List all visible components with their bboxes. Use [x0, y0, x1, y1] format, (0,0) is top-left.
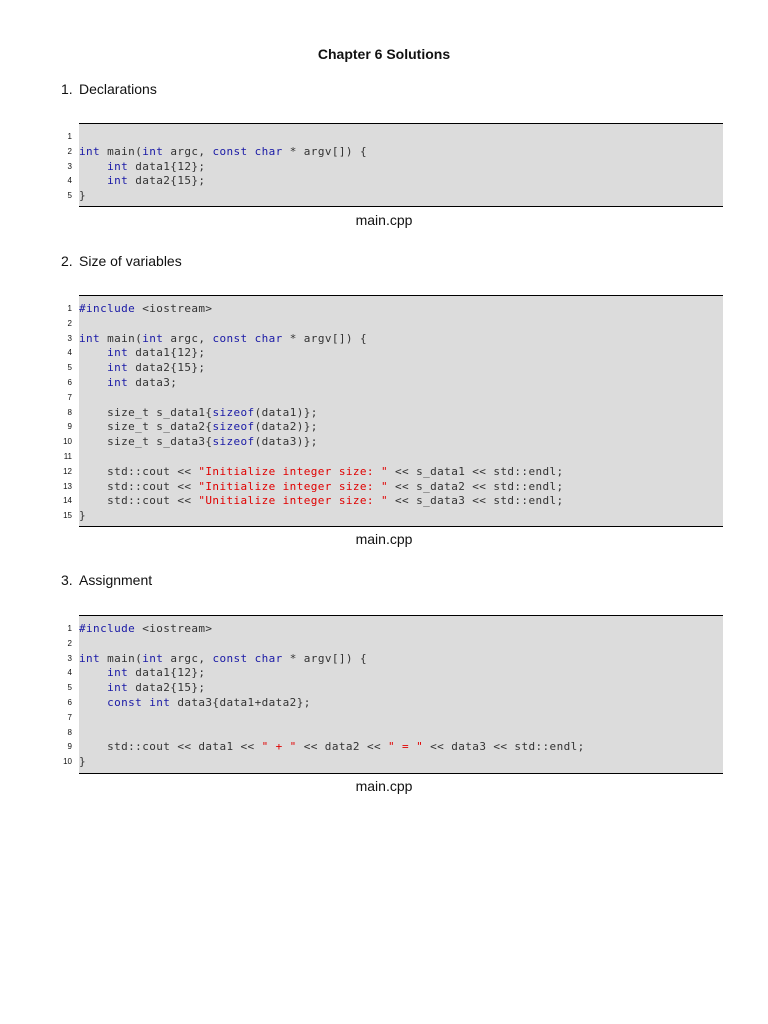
line-number: 2: [67, 146, 72, 156]
line-number: 4: [67, 176, 72, 186]
code-text: size_t s_data1{: [79, 405, 213, 419]
code-text: [79, 666, 107, 679]
code-text: }: [79, 755, 87, 769]
code-text: (data2)};: [254, 420, 318, 434]
code-caption: main.cpp: [355, 778, 413, 794]
line-number: 12: [63, 466, 72, 476]
line-number: 5: [67, 363, 72, 373]
code-text: std::cout <<: [79, 479, 199, 493]
code-keyword: #include: [79, 622, 136, 635]
line-number: 3: [67, 161, 72, 171]
code-text: (data1)};: [254, 405, 318, 419]
code-line: [79, 173, 205, 188]
code-line: [79, 680, 205, 695]
code-text: [79, 346, 107, 359]
line-number: 7: [67, 712, 72, 722]
section-heading-size-of-variables: [61, 253, 182, 269]
code-keyword: int: [107, 174, 129, 188]
code-string: "Unitialize integer size: ": [198, 494, 388, 508]
code-line: [79, 479, 564, 494]
code-listing-assignment: [63, 615, 723, 774]
line-number: 11: [63, 452, 72, 461]
code-line: [79, 405, 318, 420]
code-keyword: int: [107, 159, 129, 173]
line-number: 5: [67, 683, 72, 693]
code-text: [79, 696, 107, 709]
code-line: [79, 419, 318, 434]
code-text: size_t s_data3{: [79, 435, 213, 449]
code-text: data2{15};: [128, 361, 206, 375]
code-line: [79, 621, 212, 636]
code-caption: main.cpp: [355, 531, 413, 547]
line-number: 4: [67, 348, 72, 358]
section-number: 2.: [61, 253, 73, 269]
code-line: [79, 434, 318, 449]
code-text: data3{data1+data2};: [170, 696, 311, 709]
code-text: argc,: [163, 331, 213, 345]
code-keyword: #include: [79, 302, 136, 315]
code-text: << data3 << std::endl;: [423, 740, 585, 754]
code-line: [79, 345, 205, 360]
code-keyword: int: [79, 651, 101, 665]
code-keyword: int: [107, 361, 129, 375]
code-keyword: const char: [212, 651, 283, 665]
code-text: (data3)};: [254, 435, 318, 449]
section-title: Assignment: [79, 572, 153, 588]
code-listing-size-of-variables: [63, 295, 723, 527]
code-keyword: const char: [212, 331, 283, 345]
code-keyword: int: [107, 666, 129, 680]
line-number: 2: [67, 318, 72, 328]
line-number: 6: [67, 378, 72, 387]
code-text: << s_data3 << std::endl;: [388, 494, 564, 508]
code-keyword: int: [107, 681, 129, 695]
code-keyword: int: [79, 144, 101, 158]
code-line: [79, 375, 177, 390]
code-line: [79, 360, 205, 375]
line-number: 10: [63, 757, 72, 767]
code-text: << s_data1 << std::endl;: [388, 464, 564, 478]
code-keyword: sizeof: [212, 435, 255, 449]
code-line: [79, 301, 212, 316]
code-text: * argv[]) {: [282, 331, 367, 345]
code-text: << s_data2 << std::endl;: [388, 479, 564, 493]
code-text: * argv[]) {: [282, 651, 367, 665]
line-number: 10: [63, 437, 72, 447]
code-keyword: const int: [107, 696, 171, 709]
code-string: "Initialize integer size: ": [198, 479, 388, 493]
page-title: Chapter 6 Solutions: [317, 46, 451, 62]
code-string: "Initialize integer size: ": [198, 464, 388, 478]
line-number: 14: [63, 496, 72, 506]
code-listing-declarations: [67, 123, 723, 207]
code-text: size_t s_data2{: [79, 420, 213, 434]
line-number: 9: [67, 742, 72, 752]
section-number: 3.: [61, 572, 73, 588]
code-text: std::cout <<: [79, 494, 199, 508]
code-keyword: int: [142, 651, 164, 665]
code-text: <iostream>: [135, 302, 213, 315]
section-heading-declarations: [61, 81, 157, 97]
line-number: 7: [67, 392, 72, 402]
code-text: * argv[]) {: [282, 144, 367, 158]
code-text: std::cout << data1 <<: [79, 740, 262, 754]
code-text: main(: [100, 651, 143, 665]
line-number: 9: [67, 422, 72, 432]
code-text: <iostream>: [135, 622, 213, 635]
code-line: [79, 665, 205, 680]
section-title: Size of variables: [79, 253, 182, 269]
code-text: [79, 160, 107, 173]
code-line: [79, 188, 86, 203]
line-number: 1: [67, 624, 72, 633]
code-text: data1{12};: [128, 666, 206, 680]
code-text: [79, 681, 107, 694]
code-string: " + ": [261, 740, 297, 754]
code-text: main(: [100, 331, 143, 345]
code-line: [79, 331, 367, 346]
line-number: 13: [63, 481, 72, 491]
code-line: [79, 144, 367, 159]
line-number: 3: [67, 333, 72, 343]
code-text: data3;: [128, 376, 178, 389]
code-line: [79, 493, 564, 508]
code-text: argc,: [163, 651, 213, 665]
section-title: Declarations: [79, 81, 157, 97]
code-keyword: sizeof: [212, 405, 255, 419]
code-line: [79, 651, 367, 666]
code-text: main(: [100, 144, 143, 158]
line-number: 8: [67, 407, 72, 417]
code-line: [79, 695, 311, 710]
code-line: [79, 754, 86, 769]
code-text: argc,: [163, 144, 213, 158]
code-text: }: [79, 189, 87, 203]
line-number: 6: [67, 698, 72, 707]
code-line: [79, 739, 585, 754]
line-number: 2: [67, 638, 72, 648]
code-text: data1{12};: [128, 159, 206, 173]
line-number: 5: [67, 191, 72, 201]
code-string: " = ": [388, 740, 424, 754]
code-text: [79, 361, 107, 374]
code-line: [79, 464, 564, 479]
section-number: 1.: [61, 81, 73, 97]
code-keyword: int: [79, 331, 101, 345]
code-text: }: [79, 509, 87, 523]
line-number: 15: [63, 511, 72, 521]
section-heading-assignment: [61, 572, 152, 588]
code-text: std::cout <<: [79, 464, 199, 478]
code-text: data2{15};: [128, 174, 206, 188]
line-number: 8: [67, 727, 72, 737]
code-keyword: int: [107, 346, 129, 360]
code-keyword: sizeof: [212, 420, 255, 434]
code-caption: main.cpp: [355, 212, 413, 228]
code-keyword: const char: [212, 144, 283, 158]
code-keyword: int: [142, 144, 164, 158]
code-line: [79, 508, 86, 523]
code-text: data2{15};: [128, 681, 206, 695]
line-number: 1: [67, 304, 72, 313]
line-number: 4: [67, 668, 72, 678]
code-text: << data2 <<: [296, 740, 389, 754]
code-text: [79, 376, 107, 389]
code-line: [79, 159, 205, 174]
line-number: 3: [67, 653, 72, 663]
code-text: [79, 174, 107, 187]
code-keyword: int: [142, 331, 164, 345]
code-text: data1{12};: [128, 346, 206, 360]
code-keyword: int: [107, 376, 129, 389]
line-number: 1: [67, 132, 72, 141]
